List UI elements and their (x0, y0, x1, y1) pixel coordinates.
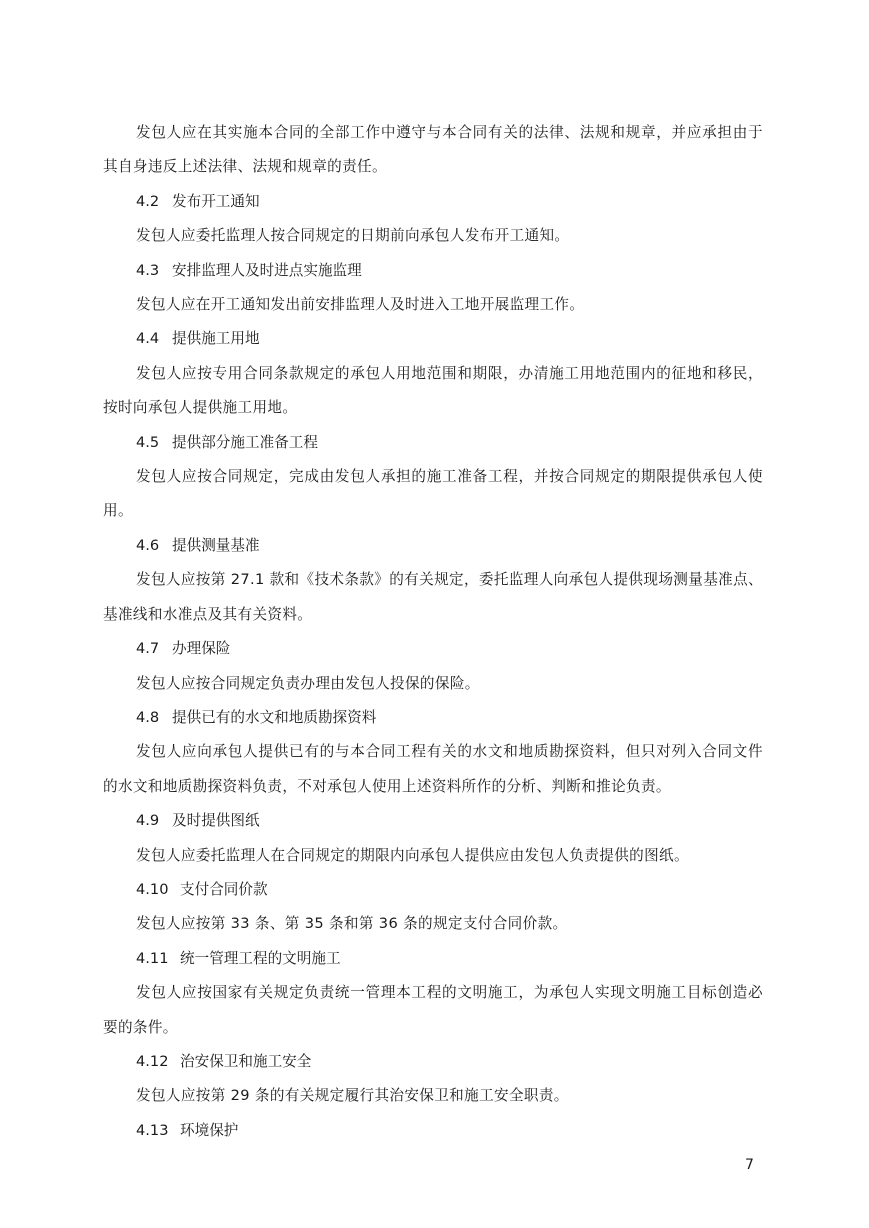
section-heading (103, 322, 763, 356)
section-number: 4.9 (136, 812, 160, 830)
section-title: 统一管理工程的文明施工 (180, 949, 341, 967)
section-title: 发布开工通知 (172, 192, 260, 210)
section-title: 安排监理人及时进点实施监理 (172, 261, 362, 279)
section-4-12 (103, 1045, 763, 1114)
section-heading (103, 1045, 763, 1079)
section-number: 4.5 (136, 433, 160, 451)
section-number: 4.13 (136, 1121, 169, 1139)
section-title: 提供部分施工准备工程 (172, 433, 318, 451)
section-heading (103, 632, 763, 666)
section-heading (103, 1114, 763, 1148)
section-paragraph: 发包人应按第 27.1 款和《技术条款》的有关规定，委托监理人向承包人提供现场测量基准点、基准线和水准点及其有关资料。 (103, 571, 763, 623)
section-paragraph: 发包人应向承包人提供已有的与本合同工程有关的水文和地质勘探资料，但只对列入合同文件的水文和地质勘探资料负责，不对承包人使用上述资料所作的分析、判断和推论负责。 (103, 743, 763, 795)
document-body (103, 116, 763, 1148)
section-heading (103, 529, 763, 563)
section-number: 4.6 (136, 536, 160, 554)
section-number: 4.10 (136, 880, 169, 898)
section-paragraph: 发包人应按国家有关规定负责统一管理本工程的文明施工，为承包人实现文明施工目标创造必要的条件。 (103, 984, 763, 1036)
section-4-9 (103, 804, 763, 873)
section-title: 环境保护 (180, 1121, 239, 1139)
section-heading (103, 942, 763, 976)
section-number: 4.2 (136, 192, 160, 210)
section-paragraph: 发包人应按合同规定，完成由发包人承担的施工准备工程，并按合同规定的期限提供承包人使用。 (103, 468, 763, 520)
section-paragraph: 发包人应按第 33 条、第 35 条和第 36 条的规定支付合同价款。 (136, 915, 568, 933)
section-4-4 (103, 322, 763, 425)
section-4-6 (103, 529, 763, 632)
section-number: 4.3 (136, 261, 160, 279)
section-4-3 (103, 254, 763, 323)
section-title: 支付合同价款 (180, 880, 268, 898)
section-4-8 (103, 701, 763, 804)
section-title: 治安保卫和施工安全 (180, 1052, 312, 1070)
section-4-2 (103, 185, 763, 254)
section-paragraph: 发包人应按第 29 条的有关规定履行其治安保卫和施工安全职责。 (136, 1087, 569, 1105)
section-number: 4.12 (136, 1052, 169, 1070)
section-title: 提供施工用地 (172, 330, 260, 348)
section-heading (103, 426, 763, 460)
section-heading (103, 804, 763, 838)
page-number: 7 (745, 1157, 754, 1173)
section-number: 4.11 (136, 949, 169, 967)
section-4-5 (103, 426, 763, 529)
section-4-13 (103, 1114, 763, 1148)
section-paragraph: 发包人应委托监理人按合同规定的日期前向承包人发布开工通知。 (136, 227, 570, 245)
section-4-7 (103, 632, 763, 701)
section-title: 提供测量基准 (172, 536, 260, 554)
section-paragraph: 发包人应在开工通知发出前安排监理人及时进入工地开展监理工作。 (136, 296, 585, 314)
section-heading (103, 873, 763, 907)
section-heading (103, 185, 763, 219)
section-title: 办理保险 (172, 640, 231, 658)
section-heading (103, 701, 763, 735)
section-paragraph: 发包人应按合同规定负责办理由发包人投保的保险。 (136, 674, 480, 692)
section-4-11 (103, 942, 763, 1045)
section-number: 4.7 (136, 640, 160, 658)
section-paragraph: 发包人应委托监理人在合同规定的期限内向承包人提供应由发包人负责提供的图纸。 (136, 846, 689, 864)
section-number: 4.8 (136, 708, 160, 726)
section-number: 4.4 (136, 330, 160, 348)
section-heading (103, 254, 763, 288)
section-paragraph: 发包人应按专用合同条款规定的承包人用地范围和期限，办清施工用地范围内的征地和移民，按时向承包人提供施工用地。 (103, 364, 763, 417)
section-title: 提供已有的水文和地质勘探资料 (172, 708, 377, 726)
section-4-10 (103, 873, 763, 942)
intro-paragraph: 发包人应在其实施本合同的全部工作中遵守与本合同有关的法律、法规和规章，并应承担由于其自身违反上述法律、法规和规章的责任。 (103, 124, 763, 176)
section-title: 及时提供图纸 (172, 812, 260, 830)
